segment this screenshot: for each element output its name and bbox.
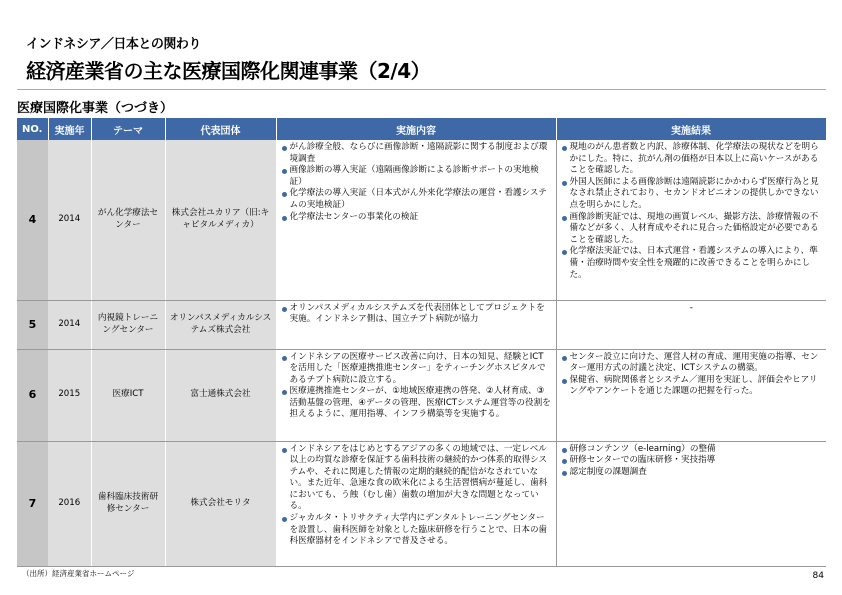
- bullet-item: がん診療全般、ならびに画像診断・遠隔読影に関する制度および環境調査: [281, 142, 552, 165]
- bullet-item: 保健省、病院関係者とシステム／運用を実証し、評価会やヒアリングやアンケートを通じた課題の把握を行った。: [561, 375, 823, 398]
- year: 2015: [48, 349, 91, 441]
- bullet-item: 画像診断の導入実証（遠隔画像診断による診断サポートの実地検証）: [281, 165, 552, 188]
- column-header: 代表団体: [165, 118, 276, 140]
- bullet-item: 現地のがん患者数と内訳、診療体制、化学療法の現状などを明らかにした。特に、抗がん剤の価格が日本以上に高いケースがあることを確認した。: [561, 142, 823, 177]
- column-header: 実施年: [48, 118, 91, 140]
- column-header: 実施内容: [276, 118, 556, 140]
- bullet-item: 研修コンテンツ（e-learning）の整備: [561, 444, 823, 456]
- source-note: （出所）経済産業省ホームページ: [22, 569, 135, 578]
- column-header: テーマ: [91, 118, 165, 140]
- bullet-item: 化学療法実証では、日本式運営・看護システムの導入により、準備・治療時間や安全性を飛躍的に改善できることを明らかにした。: [561, 246, 823, 281]
- content-cell: [276, 349, 556, 441]
- bullet-item: インドネシアをはじめとするアジアの多くの地域では、一定レベル以上の均質な診療を保証する歯科技術の継続的かつ体系的取得システムや、それに関連した情報の定期的継続的配信がなされていない。また近年、急速な食の欧米化による生活習慣病が蔓延し、歯科においても、う蝕（むし歯）歯数の増加が大きな問題となっている。: [281, 444, 552, 514]
- theme: がん化学療法センター: [91, 140, 165, 300]
- bullet-item: センター設立に向けた、運営人材の育成、運用実施の指導、センター運用方式の討議と決定、ICTシステムの構築。: [561, 352, 823, 375]
- organization: オリンパスメディカルシステムズ株式会社: [165, 300, 276, 349]
- table-row: [17, 349, 826, 441]
- year: 2014: [48, 300, 91, 349]
- bullet-item: インドネシアの医療サービス改善に向け、日本の知見、経験とICTを活用した「医療連携推進センター」をティーチングホスピタルであるチプト病院に設立する。: [281, 352, 552, 387]
- organization: 株式会社ユカリア（旧:キャピタルメディカ）: [165, 140, 276, 300]
- bullet-item: 外国人医師による画像診断は遠隔読影にかかわらず医療行為と見なされ禁止されており、セカンドオピニオンの提供しかできない点を明らかにした。: [561, 177, 823, 212]
- bullet-item: オリンパスメディカルシステムズを代表団体としてプロジェクトを実施。インドネシア側は、国立チプト病院が協力: [281, 303, 552, 326]
- organization: 株式会社モリタ: [165, 441, 276, 566]
- table-row: [17, 300, 826, 349]
- bullet-item: 認定制度の課題調査: [561, 467, 823, 479]
- projects-table: [17, 118, 827, 567]
- bullet-item: 研修センターでの臨床研修・実技指導: [561, 455, 823, 467]
- table-row: [17, 441, 826, 566]
- row-number: 7: [17, 441, 48, 566]
- table-row: [17, 140, 826, 300]
- section-title: 医療国際化事業（つづき）: [17, 101, 174, 116]
- bullet-item: 化学療法センターの事業化の検証: [281, 212, 552, 224]
- row-number: 4: [17, 140, 48, 300]
- content-cell: [276, 140, 556, 300]
- page-number: 84: [812, 571, 824, 581]
- row-number: 5: [17, 300, 48, 349]
- content-cell: [276, 300, 556, 349]
- supertitle: インドネシア／日本との関わり: [26, 37, 201, 52]
- bullet-item: 画像診断実証では、現地の画質レベル、撮影方法、診療情報の不備などが多く、人材育成やそれに見合った価格設定が必要であることを確認した。: [561, 212, 823, 247]
- bullet-item: 化学療法の導入実証（日本式がん外来化学療法の運営・看護システムの実地検証）: [281, 188, 552, 211]
- page-title: 経済産業省の主な医療国際化関連事業（2/4）: [26, 59, 431, 83]
- year: 2014: [48, 140, 91, 300]
- theme: 歯科臨床技術研修センター: [91, 441, 165, 566]
- column-header: 実施結果: [556, 118, 826, 140]
- results-cell: [556, 140, 826, 300]
- bullet-item: 医療連携推進センターが、①地域医療連携の啓発、②人材育成、③活動基盤の管理、④データの管理、医療ICTシステム運営等の役割を担えるように、運用指導、インフラ構築等を実施する。: [281, 386, 552, 421]
- year: 2016: [48, 441, 91, 566]
- row-number: 6: [17, 349, 48, 441]
- content-cell: [276, 441, 556, 566]
- column-header: NO.: [17, 118, 48, 140]
- results-cell: [556, 349, 826, 441]
- bullet-item: ジャカルタ・トリサクティ大学内にデンタルトレーニングセンターを設置し、歯科医師を対象とした臨床研修を行うことで、日本の歯科医療器材をインドネシアで普及させる。: [281, 513, 552, 548]
- results-cell: -: [556, 300, 826, 349]
- divider: [17, 89, 826, 90]
- theme: 内視鏡トレーニングセンター: [91, 300, 165, 349]
- results-cell: [556, 441, 826, 566]
- theme: 医療ICT: [91, 349, 165, 441]
- organization: 富士通株式会社: [165, 349, 276, 441]
